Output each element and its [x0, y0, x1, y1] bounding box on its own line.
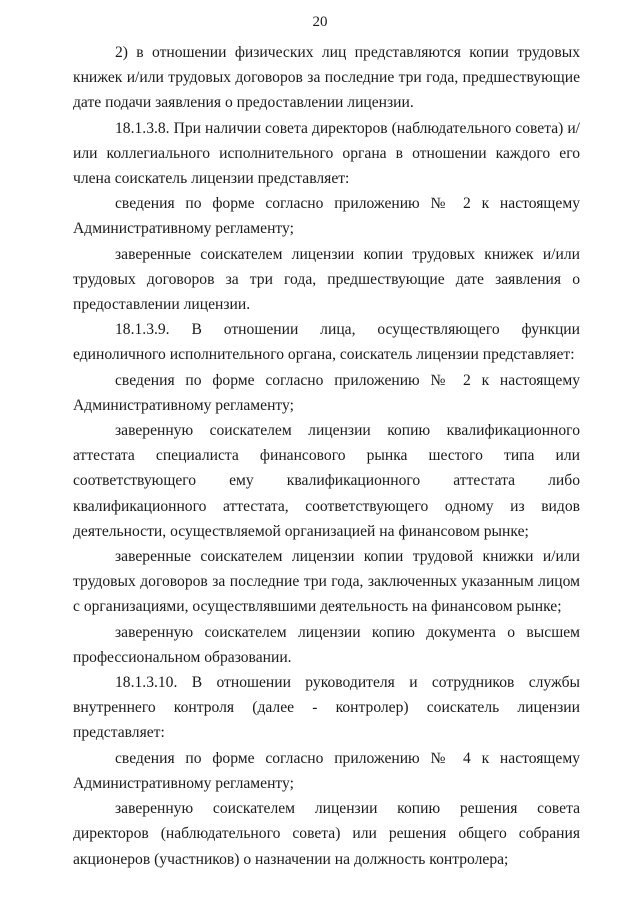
paragraph-4: заверенные соискателем лицензии копии трудовых книжек и/или трудовых договоров за три года, предшествующие дате заявления о предоставлении лицензии.: [73, 245, 580, 314]
paragraph-11: сведения по форме согласно приложению № 4 к настоящему Административному регламенту;: [73, 749, 580, 792]
paragraph-12: заверенную соискателем лицензии копию решения совета директоров (наблюдательного совета) или решения общего собрания акционеров (участников) о назначении на должность контролера;: [73, 800, 580, 868]
paragraph-6: сведения по форме согласно приложению № 2 к настоящему Административному регламенту;: [73, 371, 580, 414]
page-number: 20: [312, 14, 328, 30]
paragraph-7: заверенную соискателем лицензии копию квалификационного аттестата специалиста финансового рынка шестого типа или соответствующего ему квалификационного аттестата либо квалификационного аттестата, соответствующего одному из видов деятельности, осуществляемой организацией на финансовом рынке;: [73, 422, 580, 540]
paragraph-1: 2) в отношении физических лиц представляются копии трудовых книжек и/или трудовых договоров за последние три года, предшествующие дате подачи заявления о предоставлении лицензии.: [73, 44, 580, 112]
paragraph-5: 18.1.3.9. В отношении лица, осуществляющего функции единоличного исполнительного органа, соискатель лицензии представляет:: [73, 321, 580, 364]
body-text: [73, 40, 580, 872]
paragraph-3: сведения по форме согласно приложению № 2 к настоящему Административному регламенту;: [73, 195, 580, 238]
paragraph-10: 18.1.3.10. В отношении руководителя и сотрудников службы внутреннего контроля (далее - контролер) соискатель лицензии представляет:: [73, 674, 580, 742]
paragraph-2: 18.1.3.8. При наличии совета директоров (наблюдательного совета) и/или коллегиального исполнительного органа в отношении каждого его члена соискатель лицензии представляет:: [73, 119, 580, 188]
paragraph-8: заверенные соискателем лицензии копии трудовой книжки и/или трудовых договоров за последние три года, заключенных указанным лицом с организациями, осуществлявшими деятельность на финансовом рынке;: [73, 548, 580, 616]
paragraph-9: заверенную соискателем лицензии копию документа о высшем профессиональном образовании.: [73, 623, 580, 666]
